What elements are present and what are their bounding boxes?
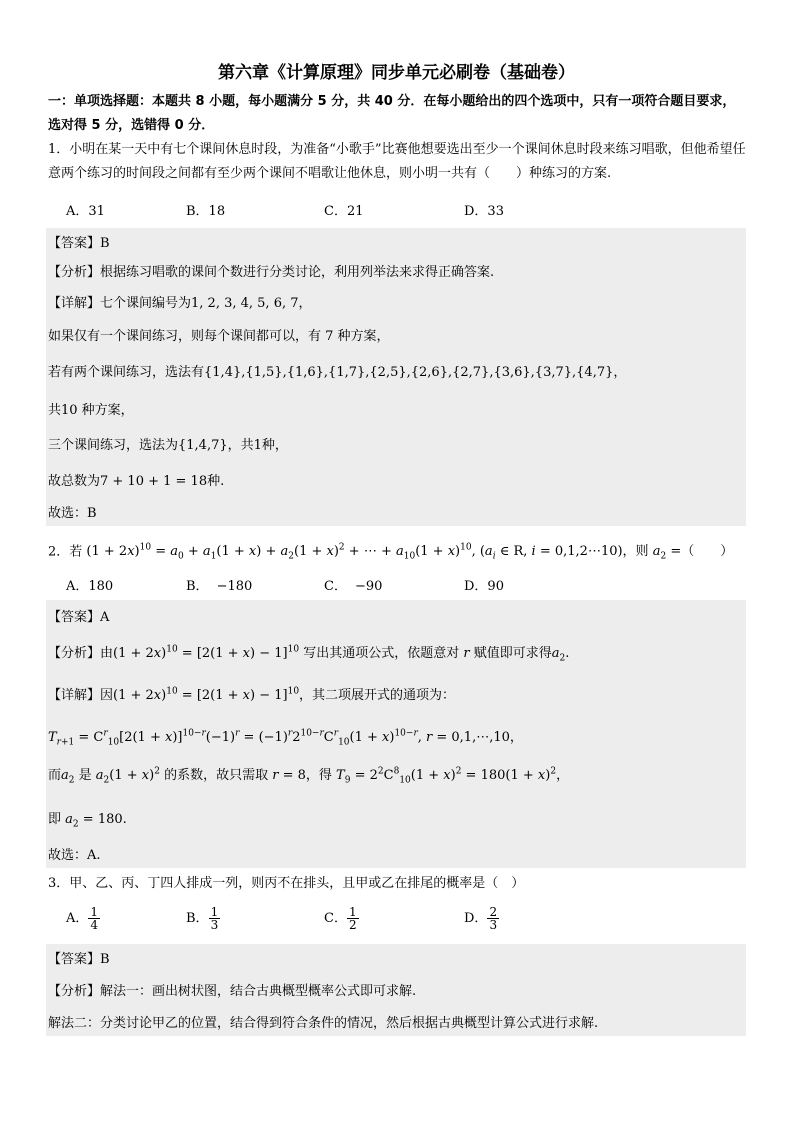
- detail-text: ，其二项展开式的通项为：: [299, 688, 456, 703]
- choice: 故选：A.: [48, 848, 101, 863]
- analysis-text: 根据练习唱歌的课间个数进行分类讨论，利用列举法来求得正确答案.: [100, 265, 495, 280]
- option-d: D． $\frac{2}{3}$: [464, 905, 498, 932]
- general-term-formula: $T_{r+1} = C^r_{10}[2(1 + x)]^{10-r}(-1)^r = (-1)^r2^{10-r}C^r_{10}(1 + x)^{10-r}$, r = 0,1,⋯,10，: [48, 728, 523, 748]
- section-intro: 一：单项选择题：本题共 8 小题，每小题满分 5 分，共 40 分．在每小题给出的四个选项中，只有一项符合题目要求，选对得 5 分，选错得 0 分．: [48, 94, 736, 133]
- option-b: B．18: [186, 204, 226, 219]
- question-3-stem: 3．甲、乙、丙、丁四人排成一列，则丙不在排头，且甲或乙在排尾的概率是（ ）: [48, 876, 525, 891]
- choice: 故选：B: [48, 506, 97, 521]
- coef-text-2: 的系数，故只需取: [164, 768, 269, 783]
- option-a: A．31: [66, 204, 105, 219]
- question-2-number: 2．若: [48, 544, 83, 560]
- question-1-stem: 1．小明在某一天中有七个课间休息时段，为准备“小歌手”比赛他想要选出至少一个课间休息时段来练习唱歌，但他希望任意两个练习的时间段之间都有至少两个课间不唱歌让他休息，则小明一共有（ ）种练习的方案.: [48, 142, 746, 181]
- detail-line-3-sets: {1,4},{1,5},{1,6},{1,7},{2,5},{2,6},{2,7},{3,6},{3,7},{4,7}，: [204, 365, 627, 380]
- answer: 【答案】B: [48, 952, 110, 967]
- option-b: B． −180: [186, 579, 253, 594]
- detail-label: 【详解】: [48, 296, 101, 311]
- option-d: D．90: [464, 579, 504, 594]
- detail-text: 七个课间编号为1, 2, 3, 4, 5, 6, 7，: [100, 296, 312, 311]
- analysis: [48, 261, 494, 280]
- analysis: [48, 980, 416, 999]
- detail-line-2: 如果仅有一个课间练习，则每个课间都可以，有 7 种方案，: [48, 329, 390, 344]
- analysis-text: 解法一：画出树状图，结合古典概型概率公式即可求解.: [100, 984, 417, 999]
- coef-text-3: ，得: [305, 768, 332, 783]
- option-b: B． $\frac{1}{3}$: [186, 905, 219, 932]
- option-c: C．21: [324, 204, 364, 219]
- analysis-text-1: 写出其通项公式，依题意对: [303, 646, 460, 661]
- option-a: A．180: [66, 579, 114, 594]
- question-2-stem: [48, 536, 748, 569]
- page-title: 第六章《计算原理》同步单元必刷卷（基础卷）: [218, 63, 575, 83]
- detail-line-6: 故总数为7 + 10 + 1 = 18种.: [48, 474, 225, 489]
- detail-line-4: 共10 种方案，: [48, 403, 134, 418]
- option-c: C． $\frac{1}{2}$: [324, 905, 357, 932]
- detail-line-3-prefix: 若有两个课间练习，选法有: [48, 365, 205, 380]
- option-d: D．33: [464, 204, 504, 219]
- detail: 【详解】因$(1 + 2x)^{10} = [2(1 + x) - 1]^{10}$，其二项展开式的通项为：: [48, 686, 456, 703]
- question-2-solution: [46, 600, 746, 868]
- analysis: 【分析】由$(1 + 2x)^{10} = [2(1 + x) - 1]^{10}$ 写出其通项公式，依题意对 r 赋值即可求得$a_2$.: [48, 644, 570, 664]
- detail-line-5: 三个课间练习，选法为{1,4,7}，共1种，: [48, 438, 288, 453]
- analysis-label: 【分析】: [48, 984, 101, 999]
- question-3-solution: [46, 944, 746, 1036]
- method-2: 解法二：分类讨论甲乙的位置，结合得到符合条件的情况，然后根据古典概型计算公式进行求解.: [48, 1016, 599, 1031]
- option-a: A． $\frac{1}{4}$: [66, 905, 99, 932]
- option-c: C． −90: [324, 579, 383, 594]
- so-text: 即: [48, 812, 62, 827]
- answer: 【答案】B: [48, 236, 110, 251]
- detail-line-3: [48, 361, 626, 380]
- question-2-formula: $(1 + 2x)^{10} = a_0 + a_1(1 + x) + a_2(1 + x)^2$ + ⋯ + $a_{10}(1 + x)^{10}$, ($a_i$ ∈ R, i = 0,1,2⋯10)，则 $a_2$ =（ ）: [86, 543, 734, 562]
- result-line: 即 $a_2 = 180$.: [48, 812, 127, 830]
- analysis-label: 【分析】: [48, 646, 101, 661]
- coef-text-1: 而: [48, 768, 62, 783]
- answer: 【答案】A: [48, 610, 110, 625]
- analysis-text-2: 赋值即可求得: [473, 646, 552, 661]
- detail-label: 【详解】: [48, 688, 101, 703]
- coefficient-line: 而$a_2$ 是 $a_2(1 + x)^2$ 的系数，故只需取 r = 8，得 $T_9 = 2^2C^8_{10}(1 + x)^2 = 180(1 + x)^2$，: [48, 766, 570, 786]
- analysis-label: 【分析】: [48, 265, 101, 280]
- detail: [48, 292, 312, 311]
- question-1-solution: [46, 228, 746, 526]
